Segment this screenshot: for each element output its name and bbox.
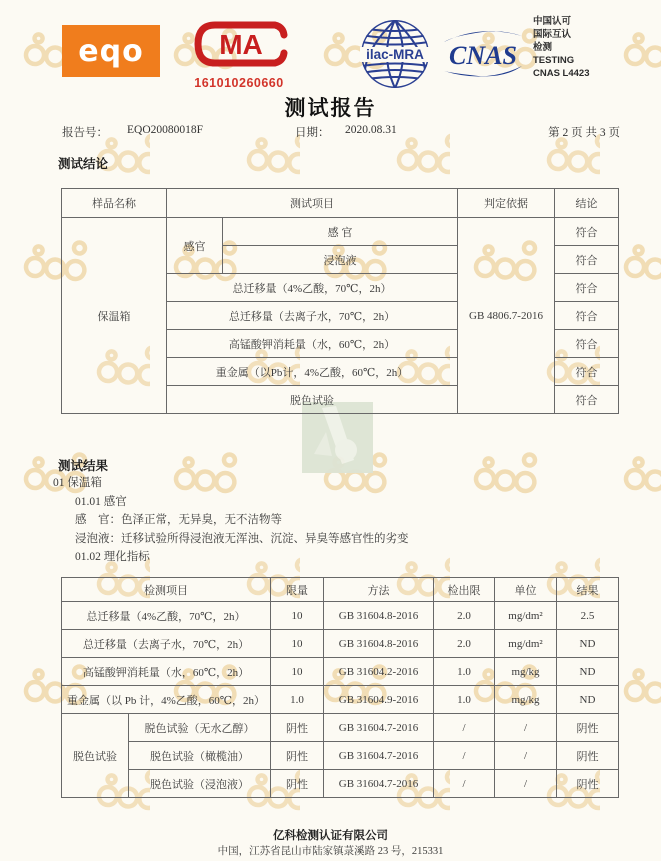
result-cell: 符合 [555,246,619,274]
col-conclusion: 结论 [555,189,619,218]
unit-cell: / [495,770,557,798]
col-result: 结果 [557,578,619,602]
results-sub2-line: 01.02 理化指标 [75,551,150,563]
table-header-row [62,189,619,218]
results-table [61,577,619,798]
result-cell: 符合 [555,386,619,414]
cnas-logo [440,26,526,82]
table-row [62,686,619,714]
results-sub1-line: 01.01 感官 [75,495,127,508]
limit-cell: 1.0 [271,686,324,714]
lod-cell: 1.0 [434,658,495,686]
result-cell: 符合 [555,330,619,358]
col-method: 方法 [324,578,434,602]
report-no-value: EQO20080018F [127,124,204,136]
col-limit: 限量 [271,578,324,602]
table-row [62,658,619,686]
col-test-item: 测试项目 [167,189,458,218]
sample-name-cell: 保温箱 [62,218,167,414]
item-cell: 总迁移量（去离子水，70℃，2h） [167,302,458,330]
svg-text:ilac-MRA: ilac-MRA [366,47,424,62]
result-cell: 符合 [555,302,619,330]
result-cell: ND [557,686,619,714]
lod-cell: / [434,742,495,770]
item-group-cell: 感官 [167,218,223,274]
result-cell: 2.5 [557,602,619,630]
report-no-label: 报告号： [62,127,108,139]
page-title: 测试报告 [284,97,377,120]
ilac-mra-logo [359,18,431,90]
item-cell: 总迁移量（去离子水，70℃，2h） [62,630,271,658]
item-cell: 重金属（以 Pb 计，4%乙酸，60℃，2h） [62,686,271,714]
item-cell: 总迁移量（4%乙酸，70℃，2h） [167,274,458,302]
cma-certificate-number: 161010260660 [194,76,284,90]
unit-cell: / [495,742,557,770]
conclusion-heading: 测试结论 [58,157,109,171]
results-sample-line: 01 保温箱 [53,477,102,489]
svg-text:CNAS: CNAS [449,41,517,70]
footer-address: 中国，江苏省昆山市陆家镇菉溪路 23 号，215331 [217,846,444,857]
method-cell: GB 31604.7-2016 [324,770,434,798]
limit-cell: 10 [271,658,324,686]
item-cell: 脱色试验 [167,386,458,414]
svg-text:MA: MA [219,29,263,60]
item-group-cell: 脱色试验 [62,714,129,798]
item-cell: 重金属（以Pb计，4%乙酸，60℃，2h） [167,358,458,386]
footer-company-name: 亿科检测认证有限公司 [273,830,388,842]
eqo-logo-text: eqo [78,33,144,69]
result-cell: 阴性 [557,742,619,770]
unit-cell: mg/kg [495,686,557,714]
col-test-item: 检测项目 [62,578,271,602]
result-cell: ND [557,658,619,686]
unit-cell: mg/dm² [495,630,557,658]
table-row [62,714,619,742]
item-cell: 总迁移量（4%乙酸，70℃，2h） [62,602,271,630]
limit-cell: 10 [271,630,324,658]
conclusion-table [61,188,619,414]
cma-logo [189,18,289,88]
result-cell: 阴性 [557,714,619,742]
method-cell: GB 31604.2-2016 [324,658,434,686]
accreditation-line: CNAS L4423 [533,68,590,79]
item-cell: 高锰酸钾消耗量（水，60℃，2h） [62,658,271,686]
accreditation-text [533,15,643,80]
table-row [62,630,619,658]
col-lod: 检出限 [434,578,495,602]
table-row [62,218,619,246]
lod-cell: 1.0 [434,686,495,714]
table-row [62,602,619,630]
method-cell: GB 31604.8-2016 [324,630,434,658]
limit-cell: 阴性 [271,714,324,742]
result-cell: 符合 [555,218,619,246]
lod-cell: / [434,770,495,798]
item-cell: 感 官 [223,218,458,246]
item-cell: 脱色试验（无水乙醇） [129,714,271,742]
method-cell: GB 31604.9-2016 [324,686,434,714]
result-cell: 符合 [555,274,619,302]
basis-cell: GB 4806.7-2016 [458,218,555,414]
accreditation-line: 中国认可 [533,16,572,27]
method-cell: GB 31604.8-2016 [324,602,434,630]
limit-cell: 阴性 [271,770,324,798]
unit-cell: / [495,714,557,742]
limit-cell: 阴性 [271,742,324,770]
results-heading: 测试结果 [58,459,109,473]
table-row [62,742,619,770]
unit-cell: mg/dm² [495,602,557,630]
col-unit: 单位 [495,578,557,602]
page-number-info: 第 2 页 共 3 页 [548,127,620,139]
accreditation-line: 检测 [533,42,553,53]
col-judgment-basis: 判定依据 [458,189,555,218]
item-cell: 高锰酸钾消耗量（水，60℃，2h） [167,330,458,358]
unit-cell: mg/kg [495,658,557,686]
accreditation-line: TESTING [533,55,575,66]
limit-cell: 10 [271,602,324,630]
item-cell: 脱色试验（橄榄油） [129,742,271,770]
ilac-mra-icon [359,18,431,90]
item-cell: 浸泡液 [223,246,458,274]
lod-cell: 2.0 [434,602,495,630]
result-cell: ND [557,630,619,658]
table-row [62,770,619,798]
eqo-logo [62,25,160,77]
table-header-row [62,578,619,602]
item-cell: 脱色试验（浸泡液） [129,770,271,798]
result-cell: 符合 [555,358,619,386]
col-sample-name: 样品名称 [62,189,167,218]
results-sensory-line: 感 官：色泽正常，无异臭，无不洁物等 [75,514,282,526]
method-cell: GB 31604.7-2016 [324,742,434,770]
cma-mark-icon [189,18,289,70]
results-text-block [53,474,409,567]
cnas-icon [440,26,526,82]
date-label: 日期： [295,127,330,139]
results-soak-line: 浸泡液：迁移试验所得浸泡液无浑浊、沉淀、异臭等感官性的劣变 [75,532,409,545]
method-cell: GB 31604.7-2016 [324,714,434,742]
date-value: 2020.08.31 [345,124,397,136]
lod-cell: / [434,714,495,742]
lod-cell: 2.0 [434,630,495,658]
accreditation-line: 国际互认 [533,29,572,40]
result-cell: 阴性 [557,770,619,798]
